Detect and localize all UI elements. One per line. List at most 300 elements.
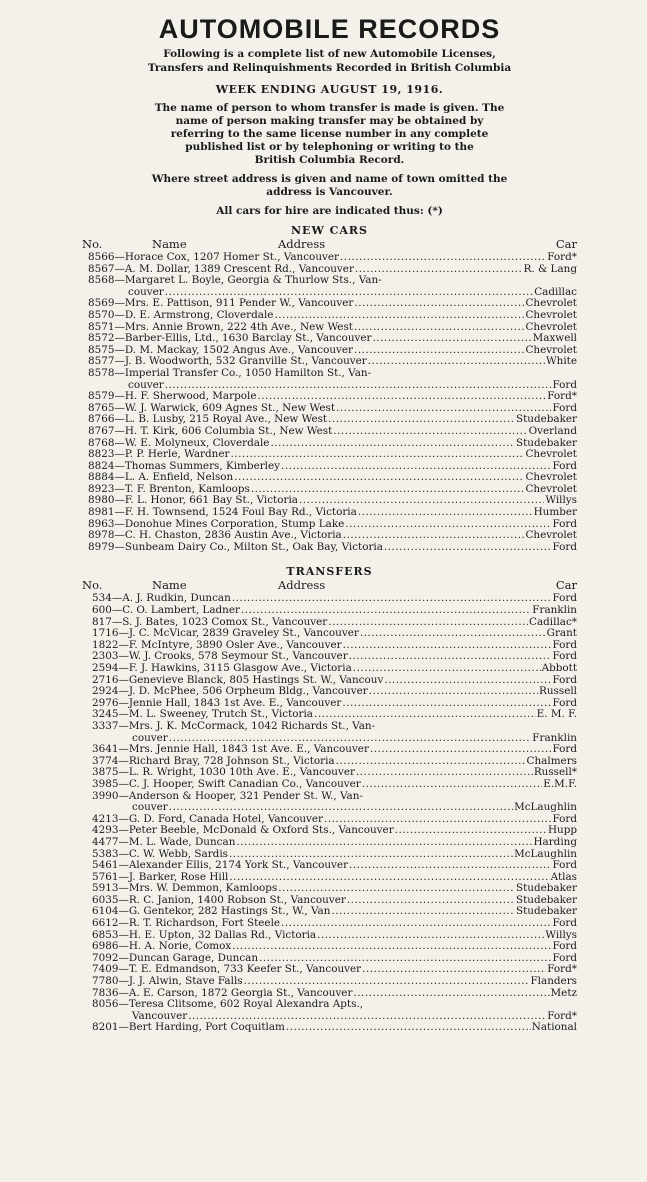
car-make: Chevrolet <box>525 308 577 321</box>
entry-text: T. F. Brenton, Kamloops <box>124 482 250 495</box>
list-item: 534 — A. J. Rudkin, Duncan ..... Ford <box>92 593 577 605</box>
leader-dots <box>234 472 524 484</box>
header-name: Name <box>152 578 187 593</box>
entry-text: L. B. Lusby, 215 Royal Ave., New West <box>124 413 328 426</box>
license-number: 5913 <box>92 882 119 895</box>
list-item: 8824 — Thomas Summers, Kimberley ..... Ford <box>88 461 577 473</box>
entry-text: Mrs. E. Pattison, 911 Pender W., Vancouver <box>124 297 354 310</box>
entry-text: Horace Cox, 1207 Homer St., Vancouver <box>124 251 339 263</box>
car-make: White <box>545 355 577 368</box>
list-item: 6612 — R. T. Richardson, Fort Steele ..... Ford <box>92 918 577 930</box>
car-make: Humber <box>533 506 577 519</box>
license-number: 8767 <box>88 424 115 437</box>
car-make: Ford <box>552 940 577 953</box>
entry-text: couver <box>128 285 164 298</box>
license-number: 8570 <box>88 308 115 321</box>
list-item: 8575 — D. M. Mackay, 1502 Angus Ave., Vancouver ..... Chevrolet <box>88 345 577 357</box>
list-item: 8570 — D. E. Armstrong, Cloverdale ..... Chevrolet <box>88 310 577 322</box>
list-item: 8579 — H. F. Sherwood, Marpole ..... Ford* <box>88 391 577 403</box>
car-make: Ford* <box>547 963 577 976</box>
car-make: Willys <box>545 928 577 941</box>
car-make: Studebaker <box>515 436 577 449</box>
license-number: 3337 <box>92 719 119 732</box>
car-make: Overland <box>528 424 577 437</box>
entry-text: C. W. Webb, Sardis <box>128 847 228 860</box>
leader-dots <box>356 767 533 779</box>
entry-text: T. E. Edmandson, 733 Keefer St., Vancouver <box>128 963 362 976</box>
car-make: Studebaker <box>515 413 577 426</box>
entry-text: W. J. Warwick, 609 Agnes St., New West <box>124 401 336 414</box>
license-number: 534 <box>92 592 112 605</box>
list-item: 8963 — Donohue Mines Corporation, Stump Lake ..... Ford <box>88 519 577 531</box>
car-make: Franklin <box>532 604 577 617</box>
license-number: 2716 <box>92 673 119 686</box>
list-item: 4477 — M. L. Wade, Duncan ..... Harding <box>92 837 577 849</box>
header-no: No. <box>82 237 103 251</box>
license-number: 8978 <box>88 529 115 542</box>
license-number: 7836 <box>92 986 119 999</box>
entry-text: H. T. Kirk, 606 Columbia St., New West <box>124 424 333 437</box>
entry-text: J. D. McPhee, 506 Orpheum Bldg., Vancouver <box>128 685 368 698</box>
license-number: 8765 <box>88 401 115 414</box>
entry-text: G. D. Ford, Canada Hotel, Vancouver <box>128 812 324 825</box>
car-make: Ford <box>552 517 577 530</box>
leader-dots <box>354 322 524 334</box>
leader-dots <box>286 1022 531 1034</box>
list-item: 8978 — C. H. Chaston, 2836 Austin Ave., Victoria ..... Chevrolet <box>88 530 577 542</box>
leader-dots <box>373 333 532 345</box>
leader-dots <box>347 895 515 907</box>
car-make: Chalmers <box>526 754 577 767</box>
license-number: 5461 <box>92 859 119 872</box>
entry-text: J. J. Alwin, Stave Falls <box>128 975 243 988</box>
list-item: 3985 — C. J. Hooper, Swift Canadian Co., Vancouver ..... E.M.F. <box>92 779 577 791</box>
new-cars-list <box>82 252 577 553</box>
car-make: Russell <box>539 685 577 698</box>
car-make: Ford* <box>547 251 577 263</box>
list-item: 8980 — F. L. Honor, 661 Bay St., Victoria ..... Willys <box>88 495 577 507</box>
license-number: 8571 <box>88 320 115 333</box>
hire-note: All cars for hire are indicated thus: (*) <box>216 205 443 217</box>
license-number: 1716 <box>92 627 119 640</box>
entry-text: Imperial Transfer Co., 1050 Hamilton St., Van- <box>124 366 372 379</box>
transfers-list <box>82 593 577 1034</box>
car-make: Ford* <box>547 1009 577 1022</box>
car-make: Willys <box>545 494 577 507</box>
license-number: 1822 <box>92 638 119 651</box>
note-line: referring to the same license number in any complete <box>170 128 489 140</box>
list-item: 8923 — T. F. Brenton, Kamloops ..... Chevrolet <box>88 484 577 496</box>
list-item: 8765 — W. J. Warwick, 609 Agnes St., New West ..... Ford <box>88 403 577 415</box>
note-line: Where street address is given and name of town omitted the <box>151 173 508 185</box>
header-name: Name <box>152 237 187 251</box>
note-line: published list or by telephoning or writing to the <box>185 141 474 153</box>
license-number: 8766 <box>88 413 115 426</box>
car-make: Russell* <box>533 766 577 779</box>
leader-dots <box>331 906 515 918</box>
license-number: 2594 <box>92 662 119 674</box>
list-item: 8823 — P. P. Herle, Wardner ..... Chevrolet <box>88 449 577 461</box>
list-item: 1822 — F. McIntyre, 3890 Osler Ave., Vancouver ..... Ford <box>92 640 577 652</box>
license-number: 6612 <box>92 917 119 930</box>
license-number: 817 <box>92 615 112 628</box>
car-make: Ford <box>552 401 577 414</box>
license-number: 5761 <box>92 870 119 883</box>
license-number: 2924 <box>92 685 119 698</box>
entry-text: Teresa Clitsome, 602 Royal Alexandra Apts., <box>128 998 364 1011</box>
leader-dots <box>229 872 549 884</box>
list-item: 2976 — Jennie Hall, 1843 1st Ave. E., Vancouver ..... Ford <box>92 698 577 710</box>
list-item: 8577 — J. B. Woodworth, 532 Granville St., Vancouver ..... White <box>88 356 577 368</box>
list-item: 3641 — Mrs. Jennie Hall, 1843 1st Ave. E., Vancouver ..... Ford <box>92 744 577 756</box>
license-number: 8824 <box>88 459 115 472</box>
entry-text: Mrs. W. Demmon, Kamloops <box>128 882 278 895</box>
car-make: Chevrolet <box>525 482 577 495</box>
entry-text: Genevieve Blanck, 805 Hastings St. W., Vancouv <box>128 673 384 686</box>
license-number: 8884 <box>88 471 115 484</box>
leader-dots <box>358 507 533 519</box>
license-number: 4293 <box>92 824 119 837</box>
leader-dots <box>270 438 515 450</box>
leader-dots <box>354 298 524 310</box>
license-number: 8568 <box>88 274 115 287</box>
entry-text: M. L. Sweeney, Trutch St., Victoria <box>128 708 314 721</box>
list-item: 6853 — H. E. Upton, 32 Dallas Rd., Victoria ..... Willys <box>92 930 577 942</box>
entry-text: C. O. Lambert, Ladner <box>122 604 240 617</box>
car-make: Ford <box>552 951 577 964</box>
entry-text: F. J. Hawkins, 3115 Glasgow Ave., Victoria <box>128 662 352 674</box>
entry-text: Mrs. Annie Brown, 222 4th Ave., New West <box>124 320 353 333</box>
leader-dots <box>169 802 513 814</box>
entry-text: C. J. Hooper, Swift Canadian Co., Vancouver <box>128 777 361 790</box>
list-item: 817 — S. J. Bates, 1023 Comox St., Vancouver ..... Cadillac* <box>92 617 577 629</box>
car-make: Ford <box>552 696 577 709</box>
license-number: 2303 <box>92 650 119 663</box>
leader-dots <box>281 918 551 930</box>
leader-dots <box>244 976 530 988</box>
license-number: 8056 <box>92 998 119 1011</box>
entry-text: Mrs. Jennie Hall, 1843 1st Ave. E., Vancouver <box>128 743 369 756</box>
license-number: 8572 <box>88 332 115 345</box>
list-item: 4213 — G. D. Ford, Canada Hotel, Vancouver ..... Ford <box>92 814 577 826</box>
leader-dots <box>343 640 552 652</box>
leader-dots <box>340 252 546 264</box>
license-number: 7780 <box>92 975 119 988</box>
car-make: Ford <box>552 743 577 756</box>
car-make: Ford <box>552 859 577 872</box>
entry-text: J. B. Woodworth, 532 Granville St., Vancouver <box>124 355 367 368</box>
entry-text: Anderson & Hooper, 321 Pender St. W., Van- <box>128 789 363 802</box>
license-number: 8567 <box>88 262 115 275</box>
car-make: Maxwell <box>532 332 577 345</box>
header-address: Address <box>278 578 326 593</box>
entry-text: Vancouver <box>132 1009 188 1022</box>
list-item: 3875 — L. R. Wright, 1030 10th Ave. E., Vancouver ..... Russell* <box>92 767 577 779</box>
subtitle <box>82 47 577 75</box>
entry-text: Duncan Garage, Duncan <box>128 951 259 964</box>
leader-dots <box>241 605 531 617</box>
license-number: 3641 <box>92 743 119 756</box>
car-make: Atlas <box>550 870 577 883</box>
leader-dots <box>362 779 542 791</box>
car-make: Ford <box>552 812 577 825</box>
list-item: 7780 — J. J. Alwin, Stave Falls ..... Flanders <box>92 976 577 988</box>
car-make: National <box>531 1021 577 1034</box>
leader-dots <box>384 675 551 687</box>
list-item: 600 — C. O. Lambert, Ladner ..... Franklin <box>92 605 577 617</box>
entry-text: W. J. Crooks, 578 Seymour St., Vancouver <box>128 650 348 663</box>
license-number: 8566 <box>88 251 115 263</box>
car-make: E.M.F. <box>543 777 577 790</box>
license-number: 8578 <box>88 366 115 379</box>
list-item: 2594 — F. J. Hawkins, 3115 Glasgow Ave., Victoria ..... Abbott <box>92 663 577 675</box>
leader-dots <box>232 593 552 605</box>
car-make: Ford <box>552 673 577 686</box>
note-line: address is Vancouver. <box>266 186 393 198</box>
list-item: 8567 — A. M. Dollar, 1389 Crescent Rd., Vancouver ..... R. & Lang <box>88 264 577 276</box>
list-item: 8056 — Teresa Clitsome, 602 Royal Alexandra Apts., <box>92 998 364 1011</box>
subtitle-line: Following is a complete list of new Automobile Licenses, <box>163 48 496 60</box>
week-ending: WEEK ENDING AUGUST 19, 1916. <box>215 83 444 96</box>
car-make: R. & Lang <box>523 262 577 275</box>
list-item: 8768 — W. E. Molyneux, Cloverdale ..... Studebaker <box>88 438 577 450</box>
license-number: 6104 <box>92 905 119 918</box>
new-cars-column-headers <box>82 237 577 251</box>
entry-text: Barber-Ellis, Ltd., 1630 Barclay St., Vancouver <box>124 332 372 345</box>
license-number: 8768 <box>88 436 115 449</box>
leader-dots <box>362 964 546 976</box>
entry-text: D. E. Armstrong, Cloverdale <box>124 308 274 321</box>
license-number: 2976 <box>92 696 119 709</box>
leader-dots <box>360 628 546 640</box>
entry-text: Donohue Mines Corporation, Stump Lake <box>124 517 345 530</box>
car-make: Chevrolet <box>525 471 577 484</box>
car-make: Ford <box>552 540 577 553</box>
list-item: 8569 — Mrs. E. Pattison, 911 Pender W., Vancouver ..... Chevrolet <box>88 298 577 310</box>
leader-dots <box>317 930 544 942</box>
leader-dots <box>353 988 549 1000</box>
entry-text: J. Barker, Rose Hill <box>128 870 229 883</box>
license-number: 6035 <box>92 893 119 906</box>
license-number: 3875 <box>92 766 119 779</box>
license-number: 8577 <box>88 355 115 368</box>
license-number: 8923 <box>88 482 115 495</box>
entry-text: D. M. Mackay, 1502 Angus Ave., Vancouver <box>124 343 354 356</box>
entry-text: Mrs. J. K. McCormack, 1042 Richards St., Van- <box>128 719 376 732</box>
car-make: Metz <box>550 986 577 999</box>
leader-dots <box>349 860 551 872</box>
list-item: 7092 — Duncan Garage, Duncan ..... Ford <box>92 953 577 965</box>
leader-dots <box>336 756 526 768</box>
leader-dots <box>368 356 545 368</box>
entry-text: Margaret L. Boyle, Georgia & Thurlow Sts., Van- <box>124 274 382 287</box>
list-item: 8568 — Margaret L. Boyle, Georgia & Thurlow Sts., Van- <box>88 274 382 287</box>
car-make: Chevrolet <box>525 320 577 333</box>
leader-dots <box>345 519 551 531</box>
list-item: 2303 — W. J. Crooks, 578 Seymour St., Vancouver ..... Ford <box>92 651 577 663</box>
car-make: Cadillac <box>534 285 577 298</box>
entry-text: J. C. McVicar, 2839 Graveley St., Vancouver <box>128 627 359 640</box>
list-item: 3774 — Richard Bray, 728 Johnson St., Victoria ..... Chalmers <box>92 756 577 768</box>
note-line: name of person making transfer may be obtained by <box>175 115 484 127</box>
list-item <box>92 802 577 814</box>
license-number: 4213 <box>92 812 119 825</box>
transfers-column-headers <box>82 578 577 592</box>
license-number: 3990 <box>92 789 119 802</box>
note-line: The name of person to whom transfer is made is given. The <box>154 102 505 114</box>
header-address: Address <box>278 237 326 251</box>
entry-text: A. J. Rudkin, Duncan <box>122 592 231 605</box>
list-item: 3245 — M. L. Sweeney, Trutch St., Victoria ..... E. M. F. <box>92 709 577 721</box>
leader-dots <box>333 426 527 438</box>
entry-text: W. E. Molyneux, Cloverdale <box>124 436 270 449</box>
car-make: Chevrolet <box>525 529 577 542</box>
leader-dots <box>257 391 546 403</box>
note-line: British Columbia Record. <box>254 154 405 166</box>
subtitle-line: Transfers and Relinquishments Recorded in British Columbia <box>147 62 512 74</box>
license-number: 7092 <box>92 951 119 964</box>
entry-text: C. H. Chaston, 2836 Austin Ave., Victoria <box>124 529 342 542</box>
leader-dots <box>274 310 524 322</box>
list-item: 5383 — C. W. Webb, Sardis ..... McLaughlin <box>92 849 577 861</box>
car-make: Hupp <box>547 824 577 837</box>
list-item: 5461 — Alexander Ellis, 2174 York St., Vancouver ..... Ford <box>92 860 577 872</box>
car-make: Harding <box>533 835 577 848</box>
list-item: 8578 — Imperial Transfer Co., 1050 Hamilton St., Van- <box>88 366 372 379</box>
leader-dots <box>349 651 552 663</box>
entry-text: G. Gentekor, 282 Hastings St., W., Van <box>128 905 331 918</box>
list-item: 4293 — Peter Beeble, McDonald & Oxford Sts., Vancouver ..... Hupp <box>92 825 577 837</box>
license-number: 6986 <box>92 940 119 953</box>
list-item: 2924 — J. D. McPhee, 506 Orpheum Bldg., Vancouver ..... Russell <box>92 686 577 698</box>
license-number: 600 <box>92 604 112 617</box>
leader-dots <box>354 345 524 357</box>
street-note <box>82 173 577 199</box>
entry-text: couver <box>132 731 168 744</box>
car-make: Ford* <box>547 390 577 403</box>
entry-text: A. M. Dollar, 1389 Crescent Rd., Vancouver <box>124 262 354 275</box>
license-number: 8980 <box>88 494 115 507</box>
new-cars-title: NEW CARS <box>291 224 368 237</box>
car-make: Ford <box>552 638 577 651</box>
list-item: 8572 — Barber-Ellis, Ltd., 1630 Barclay St., Vancouver ..... Maxwell <box>88 333 577 345</box>
list-item: 3337 — Mrs. J. K. McCormack, 1042 Richards St., Van- <box>92 719 376 732</box>
car-make: Studebaker <box>515 905 577 918</box>
entry-text: Peter Beeble, McDonald & Oxford Sts., Vancouver <box>128 824 394 837</box>
leader-dots <box>353 663 541 675</box>
license-number: 8979 <box>88 540 115 553</box>
header-car: Car <box>555 237 577 251</box>
list-item: 6035 — R. C. Janion, 1400 Robson St., Vancouver ..... Studebaker <box>92 895 577 907</box>
list-item: 1716 — J. C. McVicar, 2839 Graveley St., Vancouver ..... Grant <box>92 628 577 640</box>
license-number: 8963 <box>88 517 115 530</box>
license-number: 8579 <box>88 390 115 403</box>
entry-text: H. F. Sherwood, Marpole <box>124 390 257 403</box>
list-item: 2716 — Genevieve Blanck, 805 Hastings St. W., Vancouv ..... Ford <box>92 675 577 687</box>
list-item: 3990 — Anderson & Hooper, 321 Pender St. W., Van- <box>92 789 363 802</box>
entry-text: H. A. Norie, Comox <box>128 940 232 953</box>
entry-text: Alexander Ellis, 2174 York St., Vancouver <box>128 859 349 872</box>
leader-dots <box>281 461 551 473</box>
license-number: 8981 <box>88 506 115 519</box>
list-item: 8767 — H. T. Kirk, 606 Columbia St., New West ..... Overland <box>88 426 577 438</box>
car-make: E. M. F. <box>536 708 577 721</box>
list-item: 8571 — Mrs. Annie Brown, 222 4th Ave., New West ..... Chevrolet <box>88 322 577 334</box>
car-make: Ford <box>552 650 577 663</box>
list-item: 8979 — Sunbeam Dairy Co., Milton St., Oak Bay, Victoria ..... Ford <box>88 542 577 554</box>
list-item: 8566 — Horace Cox, 1207 Homer St., Vancouver ..... Ford* <box>88 252 577 264</box>
license-number: 8569 <box>88 297 115 310</box>
license-number: 8201 <box>92 1021 119 1034</box>
entry-text: F. McIntyre, 3890 Osler Ave., Vancouver <box>128 638 342 651</box>
license-number: 8823 <box>88 448 115 461</box>
leader-dots <box>369 686 538 698</box>
license-number: 6853 <box>92 928 119 941</box>
entry-text: A. E. Carson, 1872 Georgia St., Vancouver <box>128 986 353 999</box>
header-no: No. <box>82 578 103 593</box>
entry-text: F. L. Honor, 661 Bay St., Victoria <box>124 494 298 507</box>
entry-text: Bert Harding, Port Coquitlam <box>128 1021 285 1034</box>
entry-text: Thomas Summers, Kimberley <box>124 459 281 472</box>
list-item: 5761 — J. Barker, Rose Hill ..... Atlas <box>92 872 577 884</box>
car-make: McLaughlin <box>514 847 577 860</box>
list-item: 8201 — Bert Harding, Port Coquitlam ..... National <box>92 1022 577 1034</box>
page-title: AUTOMOBILE RECORDS <box>158 14 501 44</box>
list-item: 6986 — H. A. Norie, Comox ..... Ford <box>92 941 577 953</box>
leader-dots <box>384 542 552 554</box>
entry-text: R. T. Richardson, Fort Steele <box>128 917 281 930</box>
car-make: Franklin <box>532 731 577 744</box>
entry-text: Jennie Hall, 1843 1st Ave. E., Vancouver <box>128 696 342 709</box>
transfer-note <box>82 102 577 167</box>
header-car: Car <box>555 578 577 593</box>
leader-dots <box>230 449 524 461</box>
license-number: 3985 <box>92 777 119 790</box>
car-make: Flanders <box>530 975 577 988</box>
car-make: Ford <box>552 459 577 472</box>
car-make: McLaughlin <box>514 801 577 814</box>
entry-text: R. C. Janion, 1400 Robson St., Vancouver <box>128 893 346 906</box>
list-item: 8884 — L. A. Enfield, Nelson ..... Chevrolet <box>88 472 577 484</box>
entry-text: F. H. Townsend, 1524 Foul Bay Rd., Victoria <box>124 506 357 519</box>
entry-text: Sunbeam Dairy Co., Milton St., Oak Bay, Victoria <box>124 540 383 553</box>
entry-text: H. E. Upton, 32 Dallas Rd., Victoria <box>128 928 317 941</box>
entry-text: S. J. Bates, 1023 Comox St., Vancouver <box>122 615 328 628</box>
entry-text: Richard Bray, 728 Johnson St., Victoria <box>128 754 335 767</box>
entry-text: couver <box>132 801 168 814</box>
license-number: 8575 <box>88 343 115 356</box>
car-make: Ford <box>552 917 577 930</box>
list-item: 5913 — Mrs. W. Demmon, Kamloops ..... Studebaker <box>92 883 577 895</box>
car-make: Grant <box>546 627 577 640</box>
entry-text: couver <box>128 378 164 391</box>
car-make: Ford <box>552 592 577 605</box>
list-item: 7836 — A. E. Carson, 1872 Georgia St., Vancouver ..... Metz <box>92 988 577 1000</box>
car-make: Studebaker <box>515 893 577 906</box>
license-number: 3774 <box>92 754 119 767</box>
car-make: Chevrolet <box>525 343 577 356</box>
leader-dots <box>236 837 532 849</box>
car-make: Ford <box>552 378 577 391</box>
list-item: 6104 — G. Gentekor, 282 Hastings St., W., Van ..... Studebaker <box>92 906 577 918</box>
entry-text: M. L. Wade, Duncan <box>128 835 236 848</box>
leader-dots <box>370 744 552 756</box>
list-item: 8981 — F. H. Townsend, 1524 Foul Bay Rd., Victoria ..... Humber <box>88 507 577 519</box>
license-number: 4477 <box>92 835 119 848</box>
license-number: 3245 <box>92 708 119 721</box>
license-number: 5383 <box>92 847 119 860</box>
license-number: 7409 <box>92 963 119 976</box>
